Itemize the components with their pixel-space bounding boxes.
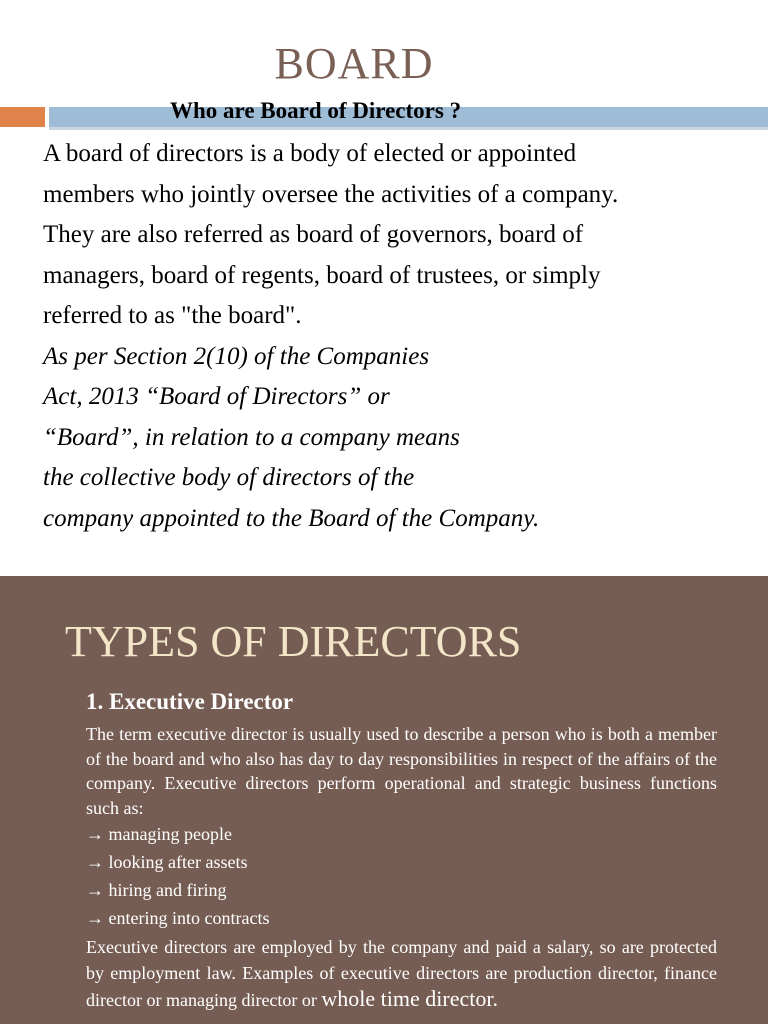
body-line: referred to as "the board".	[43, 302, 302, 329]
bullet-item: → entering into contracts	[86, 908, 270, 928]
definition-line: Act, 2013 “Board of Directors” or	[43, 383, 390, 410]
accent-bar-orange	[0, 107, 45, 127]
definition-line: “Board”, in relation to a company means	[43, 423, 460, 451]
slide-title: TYPES OF DIRECTORS	[65, 617, 522, 666]
body-line: A board of directors is a body of elected or appointed	[43, 140, 577, 167]
slide-body	[86, 722, 717, 1013]
slide-types-of-directors	[0, 576, 768, 1024]
body-line: managers, board of regents, board of trustees, or simply	[43, 261, 601, 289]
paragraph-text: Executive directors are employed by the company and paid a salary, so are protected by employment law. Examples of executive directors are production director, finance director or managing director or	[86, 937, 717, 1010]
slide-subtitle: Who are Board of Directors ?	[170, 98, 462, 123]
body-line: members who jointly oversee the activities of a company.	[43, 180, 619, 208]
bullet-item: → hiring and firing	[86, 880, 227, 900]
definition-line: the collective body of directors of the	[43, 464, 415, 491]
section-heading: 1. Executive Director	[86, 689, 294, 714]
slide-body	[43, 134, 743, 539]
slide-title: BOARD	[274, 39, 434, 88]
definition-line: company appointed to the Board of the Company.	[43, 504, 540, 532]
body-line: They are also referred as board of governors, board of	[43, 221, 584, 248]
bullet-item: → looking after assets	[86, 852, 248, 872]
paragraph: The term executive director is usually used to describe a person who is both a member of the board and who also has day to day responsibilities in respect of the affairs of the company. Executive directors perform operational and strategic business functions such as:	[86, 724, 717, 818]
definition-line: As per Section 2(10) of the Companies	[43, 342, 430, 370]
paragraph-text-large: whole time director.	[321, 986, 498, 1011]
bullet-item: → managing people	[86, 824, 232, 844]
accent-bar-shadow	[49, 127, 768, 130]
paragraph	[86, 934, 717, 1013]
